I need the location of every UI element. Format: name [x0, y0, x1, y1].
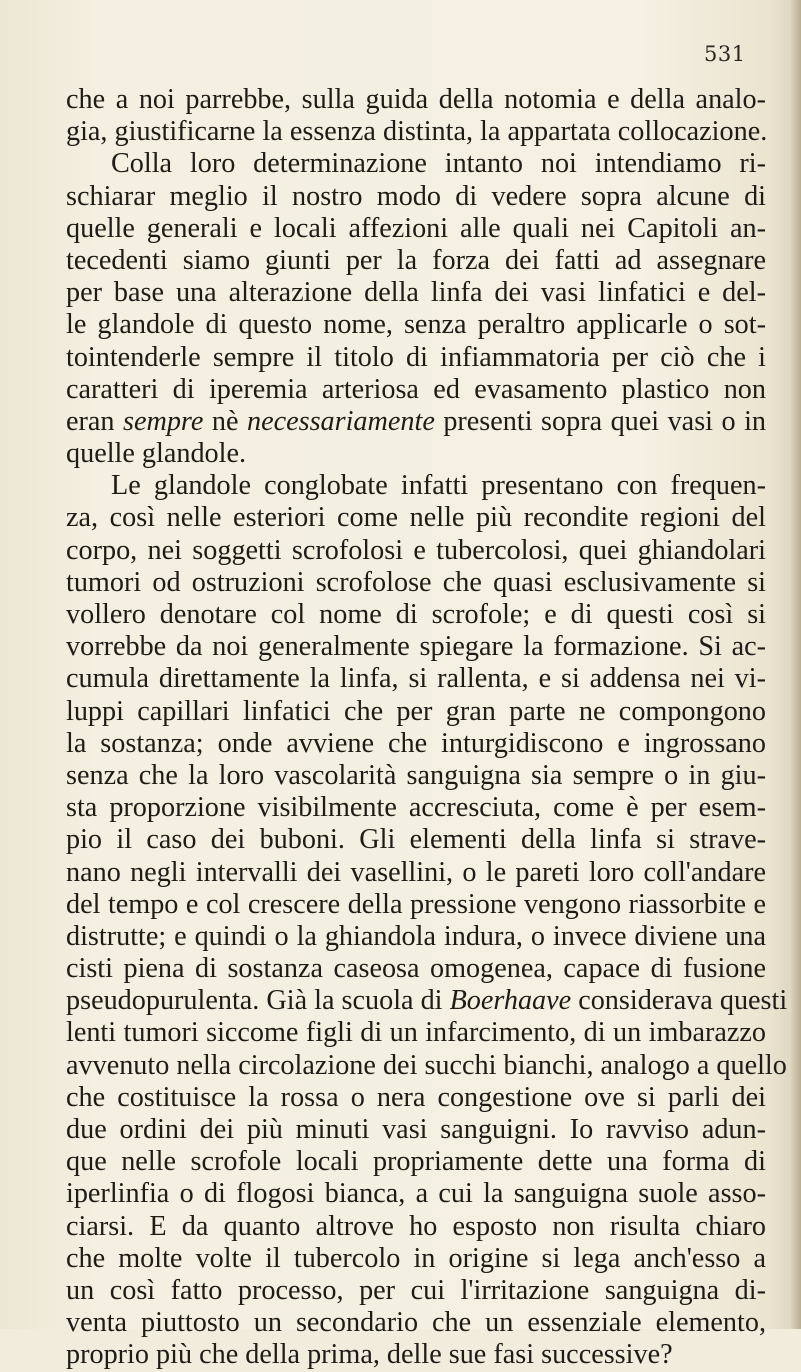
text-run: ciarsi. E da quanto altrove ho esposto non risulta chiaro — [66, 1210, 766, 1242]
text-run: che molte volte il tubercolo in origine si lega anch'esso a — [66, 1242, 766, 1274]
text-run: vollero denotare col nome di scrofole; e di questi così si — [66, 599, 766, 630]
text-run: lenti tumori siccome figli di un infarcimento, di un imbarazzo — [66, 1017, 766, 1049]
text-run: distrutte; e quindi o la ghiandola indura, o invece diviene una — [66, 920, 766, 952]
text-run: che costituisce la rossa o nera congestione ove si parli dei — [66, 1081, 766, 1113]
text-line — [66, 1082, 766, 1114]
text-run: due ordini dei più minuti vasi sanguigni. Io ravviso adun- — [66, 1114, 766, 1145]
text-line — [66, 599, 766, 631]
page-number: 531 — [704, 42, 746, 66]
text-run: venta piuttosto un secondario che un essenziale elemento, — [66, 1307, 766, 1339]
text-run: pio il caso dei buboni. Gli elementi della linfa si strave- — [66, 824, 766, 856]
text-line — [66, 116, 766, 148]
text-line — [66, 84, 766, 116]
text-line — [66, 760, 766, 792]
text-run: Colla loro determinazione intanto noi intendiamo ri- — [111, 148, 766, 180]
text-run: nè — [203, 405, 247, 437]
paragraph — [66, 84, 766, 148]
text-run: tecedenti siamo giunti per la forza dei fatti ad assegnare — [66, 244, 766, 276]
text-run: que nelle scrofole locali propriamente dette una forma di — [66, 1146, 766, 1178]
text-run: le glandole di questo nome, senza peraltro applicarle o sot- — [66, 309, 766, 341]
text-run: corpo, nei soggetti scrofolosi e tubercolosi, quei ghiandolari — [66, 534, 766, 566]
text-line — [66, 728, 766, 760]
text-line — [66, 1114, 766, 1146]
text-run: quelle glandole. — [66, 438, 247, 470]
text-line — [66, 1243, 766, 1275]
text-run: che a noi parrebbe, sulla guida della notomia e della analo- — [66, 84, 766, 115]
italic-text: necessariamente — [246, 405, 435, 437]
text-line — [66, 857, 766, 889]
text-line — [66, 406, 766, 438]
paragraph — [66, 470, 788, 1371]
text-line — [66, 148, 766, 180]
text-run: proprio più che della prima, delle sue fasi successive? — [66, 1339, 673, 1371]
text-run: la sostanza; onde avviene che inturgidiscono e ingrossano — [66, 727, 766, 759]
text-run: considerava questi — [571, 985, 788, 1017]
text-line — [66, 631, 766, 663]
paragraph — [66, 148, 766, 470]
text-line — [66, 1017, 766, 1049]
text-run: gia, giustificarne la essenza distinta, la appartata collocazione. — [66, 116, 768, 148]
text-line — [66, 1307, 766, 1339]
text-run: quelle generali e locali affezioni alle quali nei Capitoli an- — [66, 212, 766, 244]
text-run: Le glandole conglobate infatti presentano con frequen- — [111, 470, 766, 502]
text-run: nano negli intervalli dei vasellini, o le pareti loro coll'andare — [66, 856, 766, 888]
text-line — [66, 181, 766, 213]
text-run: eran — [66, 405, 123, 437]
page-edge — [789, 0, 801, 1329]
text-line — [66, 374, 766, 406]
text-line — [66, 792, 766, 824]
text-run: avvenuto nella circolazione dei succhi bianchi, analogo a quello — [66, 1049, 787, 1081]
body-text — [66, 84, 788, 1372]
italic-text: sempre — [123, 405, 204, 437]
text-line — [66, 824, 766, 856]
text-line — [66, 889, 766, 921]
text-line — [66, 213, 766, 245]
text-line — [66, 1049, 787, 1082]
text-run: za, così nelle esteriori come nelle più recondite regioni del — [66, 502, 766, 534]
text-run: per base una alterazione della linfa dei vasi linfatici e del- — [66, 277, 766, 309]
text-run: senza che la loro vascolarità sanguigna sia sempre o in giu- — [66, 759, 766, 791]
text-line — [66, 535, 766, 567]
text-run: pseudopurulenta. Già la scuola di — [66, 985, 450, 1017]
text-run: cisti piena di sostanza caseosa omogenea, capace di fusione — [66, 953, 766, 985]
text-run: schiarar meglio il nostro modo di vedere sopra alcune di — [66, 180, 766, 212]
text-line — [66, 663, 766, 695]
text-line — [66, 921, 766, 953]
text-line — [66, 1211, 766, 1243]
italic-text: Boerhaave — [449, 985, 572, 1017]
text-run: caratteri di iperemia arteriosa ed evasamento plastico non — [66, 373, 766, 405]
text-line — [66, 953, 766, 985]
text-run: del tempo e col crescere della pressione vengono riassorbite e — [66, 888, 766, 920]
text-run: un così fatto processo, per cui l'irritazione sanguigna di- — [66, 1274, 766, 1306]
text-run: vorrebbe da noi generalmente spiegare la formazione. Si ac- — [66, 631, 766, 663]
text-line — [66, 309, 766, 341]
text-run: tointenderle sempre il titolo di infiammatoria per ciò che i — [66, 341, 766, 373]
text-line — [66, 1339, 766, 1371]
text-line — [66, 470, 766, 502]
text-line — [66, 245, 766, 277]
text-line — [66, 1146, 766, 1178]
text-line — [66, 696, 766, 728]
text-run: iperlinfia o di flogosi bianca, a cui la sanguigna suole asso- — [66, 1178, 766, 1210]
text-run: sta proporzione visibilmente accresciuta, come è per esem- — [66, 792, 766, 824]
text-line — [66, 342, 766, 374]
text-run: cumula direttamente la linfa, si rallenta, e si addensa nei vi- — [66, 663, 766, 695]
text-run: presenti sopra quei vasi o in — [434, 405, 766, 437]
text-line — [66, 1275, 766, 1307]
text-run: luppi capillari linfatici che per gran parte ne compongono — [66, 695, 766, 727]
text-line — [66, 1178, 766, 1210]
text-run: tumori od ostruzioni scrofolose che quasi esclusivamente si — [66, 566, 766, 598]
text-line — [66, 277, 766, 309]
text-line — [66, 567, 766, 599]
text-line — [66, 985, 788, 1017]
text-line — [66, 438, 766, 470]
text-line — [66, 502, 766, 534]
